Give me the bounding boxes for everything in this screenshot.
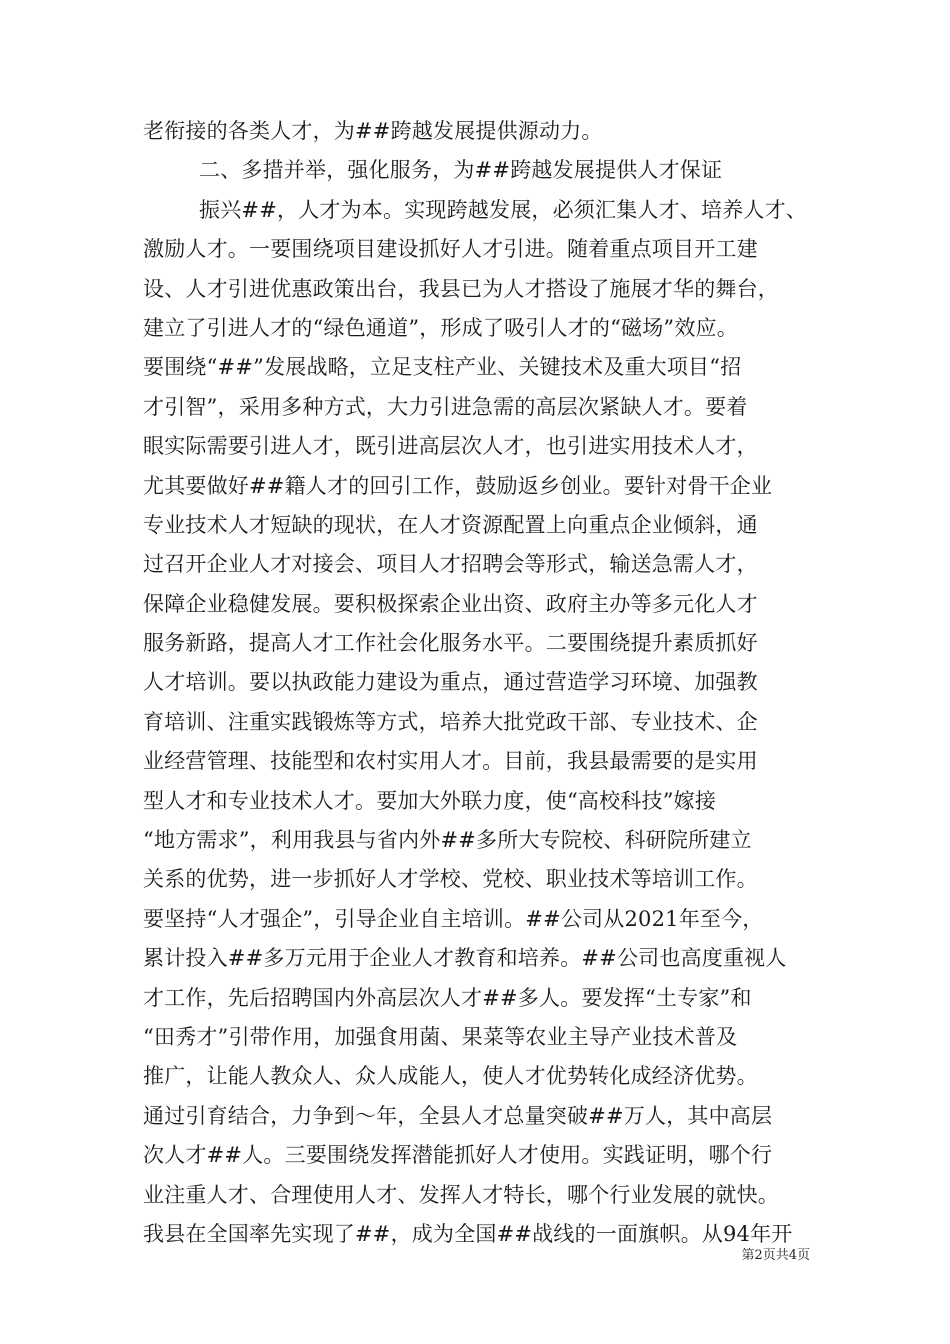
- text-line: 设、人才引进优惠政策出台，我县已为人才搭设了施展才华的舞台，: [143, 276, 779, 301]
- text-line: 眼实际需要引进人才，既引进高层次人才，也引进实用技术人才，: [143, 434, 758, 459]
- section-heading: 二、多措并举，强化服务，为##跨越发展提供人才保证: [199, 158, 723, 183]
- text-line: 型人才和专业技术人才。要加大外联力度，使“高校科技”嫁接: [143, 788, 717, 813]
- text-line: 尤其要做好##籍人才的回引工作，鼓励返乡创业。要针对骨干企业: [143, 473, 773, 498]
- text-line: 保障企业稳健发展。要积极探索企业出资、政府主办等多元化人才: [143, 591, 758, 616]
- text-line: 老衔接的各类人才，为##跨越发展提供源动力。: [143, 119, 603, 143]
- text-line: 业经营管理、技能型和农村实用人才。目前，我县最需要的是实用: [143, 749, 758, 774]
- text-line: 人才培训。要以执政能力建设为重点，通过营造学习环境、加强教: [143, 670, 758, 695]
- text-line: 要围绕“##”发展战略，立足支柱产业、关键技术及重大项目“招: [143, 355, 742, 380]
- page-number: 第2页共4页: [741, 1248, 810, 1263]
- text-line: 要坚持“人才强企”，引导企业自主培训。##公司从2021年至今，: [143, 906, 764, 931]
- text-line: 关系的优势，进一步抓好人才学校、党校、职业技术等培训工作。: [143, 867, 758, 892]
- paragraph-first-line: 振兴##，人才为本。实现跨越发展，必须汇集人才、培养人才、: [199, 197, 807, 222]
- body-text: [143, 112, 828, 1254]
- text-line: 服务新路，提高人才工作社会化服务水平。二要围绕提升素质抓好: [143, 631, 758, 656]
- text-line: 累计投入##多万元用于企业人才教育和培养。##公司也高度重视人: [143, 946, 787, 971]
- text-line: 推广，让能人教众人、众人成能人，使人才优势转化成经济优势。: [143, 1064, 758, 1089]
- text-line: 激励人才。一要围绕项目建设抓好人才引进。随着重点项目开工建: [143, 237, 758, 262]
- text-line: 才工作，先后招聘国内外高层次人才##多人。要发挥“土专家”和: [143, 985, 752, 1010]
- text-line: 专业技术人才短缺的现状，在人才资源配置上向重点企业倾斜，通: [143, 512, 758, 537]
- text-line: “田秀才”引带作用，加强食用菌、果菜等农业主导产业技术普及: [143, 1024, 738, 1049]
- text-line: 次人才##人。三要围绕发挥潜能抓好人才使用。实践证明，哪个行: [143, 1143, 773, 1168]
- text-line: 过召开企业人才对接会、项目人才招聘会等形式，输送急需人才，: [143, 552, 758, 577]
- text-line: “地方需求”，利用我县与省内外##多所大专院校、科研院所建立: [143, 828, 752, 853]
- text-line: 育培训、注重实践锻炼等方式，培养大批党政干部、专业技术、企: [143, 709, 758, 734]
- text-line: 建立了引进人才的“绿色通道”，形成了吸引人才的“磁场”效应。: [143, 315, 738, 340]
- text-line: 我县在全国率先实现了##，成为全国##战线的一面旗帜。从94年开: [143, 1221, 793, 1246]
- text-line: 业注重人才、合理使用人才、发挥人才特长，哪个行业发展的就快。: [143, 1182, 779, 1207]
- text-line: 通过引育结合，力争到～年，全县人才总量突破##万人，其中高层: [143, 1103, 773, 1128]
- text-line: 才引智”，采用多种方式，大力引进急需的高层次紧缺人才。要着: [143, 394, 748, 419]
